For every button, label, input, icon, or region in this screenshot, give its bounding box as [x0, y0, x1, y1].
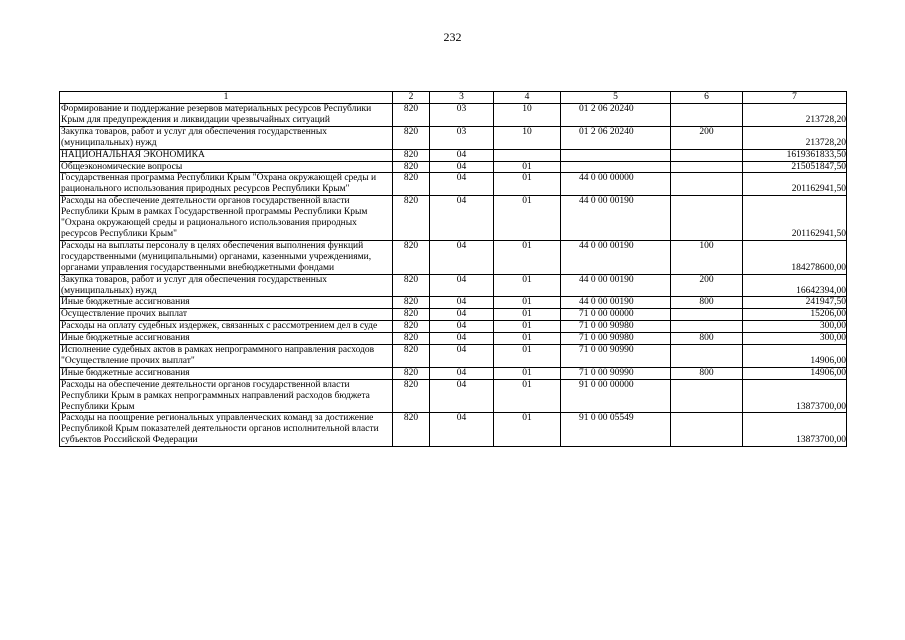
subsection-code: 01 [494, 333, 561, 345]
expense-type-code: 100 [671, 240, 743, 274]
expense-name: Расходы на выплаты персоналу в целях обеспечения выполнения функций государственными (муниципальными) органами, казенными учреждениями, органами управления государственными внебюджетными фондами [60, 240, 393, 274]
expense-name: Формирование и поддержание резервов материальных ресурсов Республики Крым для предупреждения и ликвидации чрезвычайных ситуаций [60, 104, 393, 127]
subsection-code: 01 [494, 161, 561, 173]
target-article-code: 44 0 00 00190 [561, 240, 671, 274]
subsection-code: 01 [494, 321, 561, 333]
section-code: 04 [430, 196, 494, 241]
subsection-code: 01 [494, 379, 561, 413]
expense-name: Иные бюджетные ассигнования [60, 333, 393, 345]
expense-type-code [671, 149, 743, 161]
target-article-code [561, 149, 671, 161]
table-row [60, 321, 847, 333]
target-article-code: 01 2 06 20240 [561, 104, 671, 127]
table-row [60, 379, 847, 413]
col-header-1: 1 [60, 92, 393, 104]
expense-type-code [671, 161, 743, 173]
column-number-row [60, 92, 847, 104]
section-code: 04 [430, 240, 494, 274]
target-article-code: 91 0 00 00000 [561, 379, 671, 413]
subsection-code: 01 [494, 196, 561, 241]
expense-name: Общеэкономические вопросы [60, 161, 393, 173]
subsection-code: 01 [494, 240, 561, 274]
amount: 300,00 [743, 321, 847, 333]
target-article-code: 44 0 00 00190 [561, 196, 671, 241]
table-row [60, 104, 847, 127]
ministry-code: 820 [393, 240, 430, 274]
table-row [60, 149, 847, 161]
ministry-code: 820 [393, 379, 430, 413]
expense-type-code [671, 379, 743, 413]
expense-name: Расходы на оплату судебных издержек, связанных с рассмотрением дел в суде [60, 321, 393, 333]
amount: 13873700,00 [743, 379, 847, 413]
table-row [60, 161, 847, 173]
section-code: 04 [430, 173, 494, 196]
table-row [60, 240, 847, 274]
target-article-code: 91 0 00 05549 [561, 413, 671, 447]
ministry-code: 820 [393, 173, 430, 196]
expense-type-code [671, 321, 743, 333]
target-article-code [561, 161, 671, 173]
table-row [60, 274, 847, 297]
subsection-code: 10 [494, 126, 561, 149]
target-article-code: 71 0 00 90980 [561, 333, 671, 345]
col-header-2: 2 [393, 92, 430, 104]
target-article-code: 01 2 06 20240 [561, 126, 671, 149]
col-header-5: 5 [561, 92, 671, 104]
expense-name: Иные бюджетные ассигнования [60, 367, 393, 379]
ministry-code: 820 [393, 367, 430, 379]
section-code: 04 [430, 309, 494, 321]
expense-type-code [671, 345, 743, 368]
expense-name: Расходы на обеспечение деятельности органов государственной власти Республики Крым в рамках Государственной программы Республики Крым "Охрана окружающей среды и рационального использования природных ресурсов Республики Крым" [60, 196, 393, 241]
ministry-code: 820 [393, 274, 430, 297]
amount: 213728,20 [743, 126, 847, 149]
table-row [60, 345, 847, 368]
target-article-code: 44 0 00 00190 [561, 297, 671, 309]
table-row [60, 309, 847, 321]
subsection-code: 01 [494, 274, 561, 297]
expense-name: Расходы на поощрение региональных управленческих команд за достижение Республикой Крым показателей деятельности органов исполнительной власти субъектов Российской Федерации [60, 413, 393, 447]
section-code: 04 [430, 274, 494, 297]
col-header-6: 6 [671, 92, 743, 104]
expense-type-code: 200 [671, 274, 743, 297]
expense-type-code [671, 173, 743, 196]
expense-type-code [671, 413, 743, 447]
section-code: 04 [430, 297, 494, 309]
amount: 201162941,50 [743, 173, 847, 196]
expense-name: Исполнение судебных актов в рамках непрограммного направления расходов "Осуществление прочих выплат" [60, 345, 393, 368]
section-code: 04 [430, 333, 494, 345]
target-article-code: 44 0 00 00000 [561, 173, 671, 196]
expense-type-code: 800 [671, 333, 743, 345]
subsection-code: 01 [494, 367, 561, 379]
expense-name: НАЦИОНАЛЬНАЯ ЭКОНОМИКА [60, 149, 393, 161]
subsection-code: 01 [494, 345, 561, 368]
ministry-code: 820 [393, 413, 430, 447]
ministry-code: 820 [393, 104, 430, 127]
table-row [60, 173, 847, 196]
amount: 13873700,00 [743, 413, 847, 447]
ministry-code: 820 [393, 161, 430, 173]
amount: 213728,20 [743, 104, 847, 127]
budget-table [59, 91, 847, 447]
section-code: 04 [430, 413, 494, 447]
expense-type-code: 800 [671, 297, 743, 309]
col-header-4: 4 [494, 92, 561, 104]
target-article-code: 71 0 00 90990 [561, 367, 671, 379]
ministry-code: 820 [393, 345, 430, 368]
subsection-code: 01 [494, 297, 561, 309]
ministry-code: 820 [393, 126, 430, 149]
col-header-7: 7 [743, 92, 847, 104]
ministry-code: 820 [393, 333, 430, 345]
table-row [60, 413, 847, 447]
expense-name: Закупка товаров, работ и услуг для обеспечения государственных (муниципальных) нужд [60, 274, 393, 297]
expense-type-code [671, 309, 743, 321]
target-article-code: 71 0 00 90990 [561, 345, 671, 368]
amount: 16642394,00 [743, 274, 847, 297]
expense-name: Государственная программа Республики Крым "Охрана окружающей среды и рационального использования природных ресурсов Республики Крым" [60, 173, 393, 196]
ministry-code: 820 [393, 321, 430, 333]
expense-name: Закупка товаров, работ и услуг для обеспечения государственных (муниципальных) нужд [60, 126, 393, 149]
col-header-3: 3 [430, 92, 494, 104]
amount: 300,00 [743, 333, 847, 345]
expense-type-code: 200 [671, 126, 743, 149]
section-code: 04 [430, 149, 494, 161]
amount: 184278600,00 [743, 240, 847, 274]
ministry-code: 820 [393, 149, 430, 161]
amount: 1619361833,50 [743, 149, 847, 161]
section-code: 03 [430, 126, 494, 149]
page-number: 232 [443, 30, 462, 44]
table-row [60, 367, 847, 379]
amount: 15206,00 [743, 309, 847, 321]
ministry-code: 820 [393, 309, 430, 321]
expense-name: Осуществление прочих выплат [60, 309, 393, 321]
ministry-code: 820 [393, 297, 430, 309]
section-code: 04 [430, 161, 494, 173]
section-code: 04 [430, 367, 494, 379]
table-row [60, 126, 847, 149]
table-row [60, 333, 847, 345]
target-article-code: 71 0 00 00000 [561, 309, 671, 321]
section-code: 04 [430, 345, 494, 368]
amount: 14906,00 [743, 367, 847, 379]
section-code: 04 [430, 379, 494, 413]
subsection-code: 01 [494, 413, 561, 447]
amount: 241947,50 [743, 297, 847, 309]
expense-type-code [671, 196, 743, 241]
section-code: 03 [430, 104, 494, 127]
expense-name: Расходы на обеспечение деятельности органов государственной власти Республики Крым в рамках непрограммных направлений расходов бюджета Республики Крым [60, 379, 393, 413]
subsection-code: 10 [494, 104, 561, 127]
expense-name: Иные бюджетные ассигнования [60, 297, 393, 309]
subsection-code: 01 [494, 173, 561, 196]
table-row [60, 196, 847, 241]
amount: 201162941,50 [743, 196, 847, 241]
amount: 215051847,50 [743, 161, 847, 173]
ministry-code: 820 [393, 196, 430, 241]
target-article-code: 71 0 00 90980 [561, 321, 671, 333]
expense-type-code [671, 104, 743, 127]
subsection-code [494, 149, 561, 161]
section-code: 04 [430, 321, 494, 333]
target-article-code: 44 0 00 00190 [561, 274, 671, 297]
amount: 14906,00 [743, 345, 847, 368]
table-row [60, 297, 847, 309]
expense-type-code: 800 [671, 367, 743, 379]
subsection-code: 01 [494, 309, 561, 321]
